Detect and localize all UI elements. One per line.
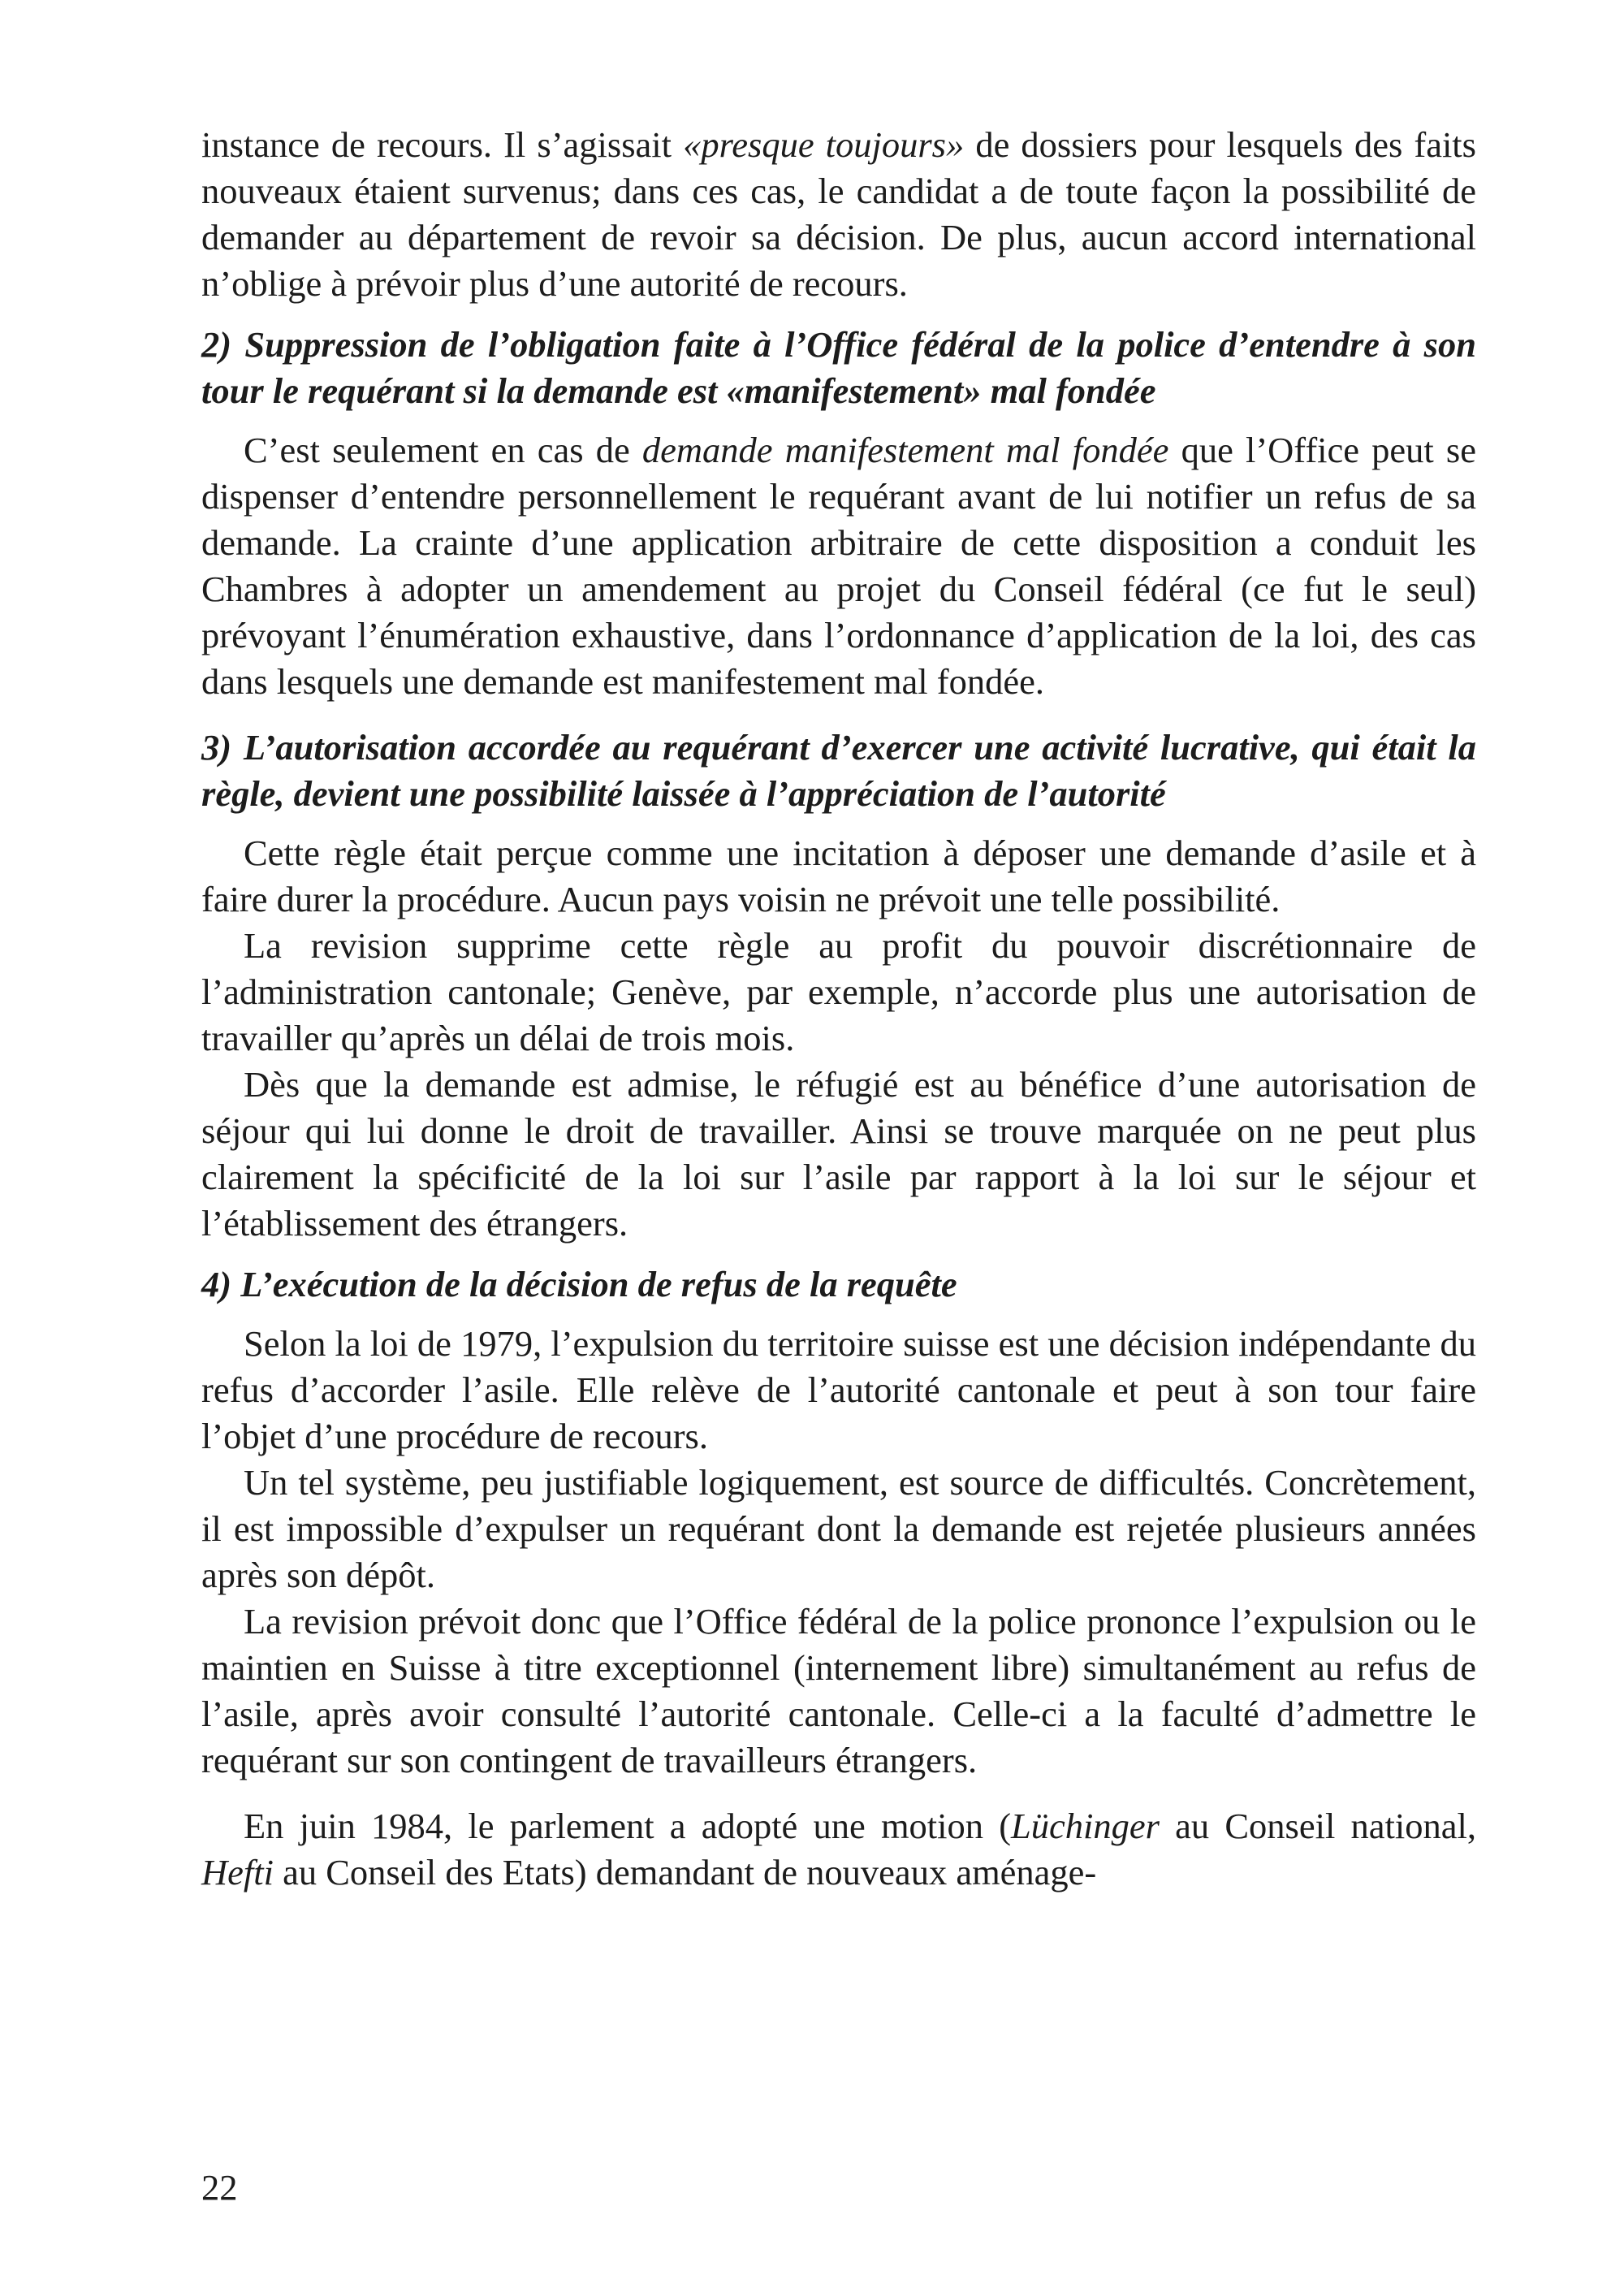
emphasis-name: Lüchinger — [1011, 1806, 1160, 1846]
closing-paragraph: En juin 1984, le parlement a adopté une motion (Lüchinger au Conseil national, Hefti au Conseil des Etats) demandant de nouveaux aménage- — [201, 1806, 1476, 1893]
section-heading-4: 4) L’exécution de la décision de refus de la requête — [201, 1264, 957, 1304]
paragraph: Dès que la demande est admise, le réfugié est au bénéfice d’une autorisation de séjour qui lui donne le droit de travailler. Ainsi se trouve marquée on ne peut plus clairement la spécificité de la loi sur l’asile par rapport à la loi sur le séjour et l’établissement des étrangers. — [201, 1064, 1476, 1244]
paragraph: Cette règle était perçue comme une incitation à déposer une demande d’asile et à faire durer la procédure. Aucun pays voisin ne prévoit une telle possibilité. — [201, 833, 1476, 919]
paragraph: La revision prévoit donc que l’Office fédéral de la police prononce l’expulsion ou le maintien en Suisse à titre exceptionnel (internement libre) simultanément au refus de l’asile, après avoir consulté l’autorité cantonale. Celle-ci a la faculté d’admettre le requérant sur son contingent de travailleurs étrangers. — [201, 1601, 1476, 1780]
section-heading-2: 2) Suppression de l’obligation faite à l’Office fédéral de la police d’entendre à son tour le requérant si la demande est «manifestement» mal fondée — [201, 324, 1476, 411]
page-number: 22 — [201, 2167, 238, 2208]
document-page — [201, 122, 1476, 1896]
paragraph: Un tel système, peu justifiable logiquement, est source de difficultés. Concrètement, il est impossible d’expulser un requérant dont la demande est rejetée plusieurs années après son dépôt. — [201, 1462, 1476, 1595]
emphasis-text: demande manifestement mal fondée — [641, 430, 1169, 470]
section-heading-3: 3) L’autorisation accordée au requérant d’exercer une activité lucrative, qui était la règle, devient une possibilité laissée à l’appréciation de l’autorité — [201, 727, 1476, 814]
paragraph: C’est seulement en cas de demande manifestement mal fondée que l’Office peut se dispenser d’entendre personnellement le requérant avant de lui notifier un refus de sa demande. La crainte d’une application arbitraire de cette disposition a conduit les Chambres à adopter un amendement au projet du Conseil fédéral (ce fut le seul) prévoyant l’énumération exhaustive, dans l’ordonnance d’application de la loi, des cas dans lesquels une demande est manifestement mal fondée. — [201, 430, 1476, 702]
emphasis-name: Hefti — [201, 1852, 274, 1893]
paragraph: La revision supprime cette règle au profit du pouvoir discrétionnaire de l’administration cantonale; Genève, par exemple, n’accorde plus une autorisation de travailler qu’après un délai de trois mois. — [201, 925, 1476, 1058]
paragraph: Selon la loi de 1979, l’expulsion du territoire suisse est une décision indépendante du refus d’accorder l’asile. Elle relève de l’autorité cantonale et peut à son tour faire l’objet d’une procédure de recours. — [201, 1323, 1476, 1456]
emphasis-text: «presque toujours» — [683, 124, 965, 165]
intro-paragraph: instance de recours. Il s’agissait «presque toujours» de dossiers pour lesquels des faits nouveaux étaient survenus; dans ces cas, le candidat a de toute façon la possibilité de demander au département de revoir sa décision. De plus, aucun accord international n’oblige à prévoir plus d’une autorité de recours. — [201, 124, 1476, 304]
